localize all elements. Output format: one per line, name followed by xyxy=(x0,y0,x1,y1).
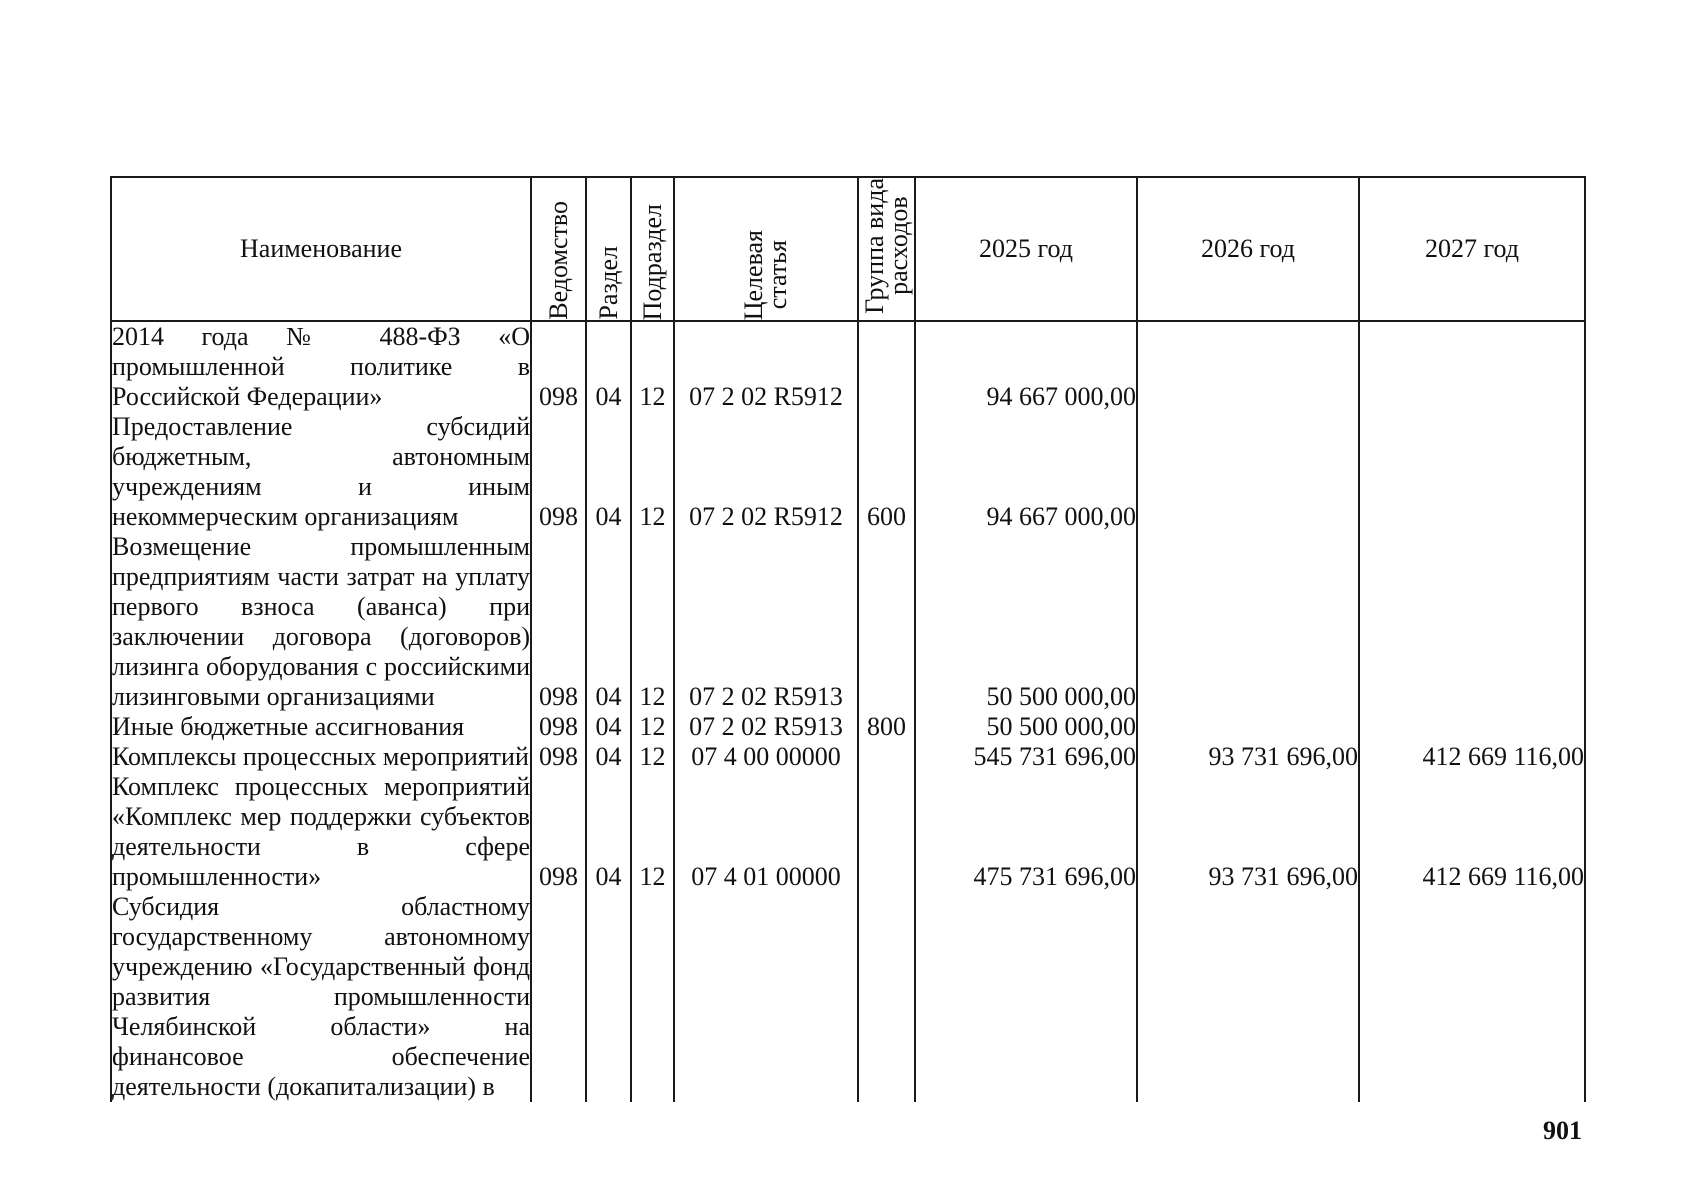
row-subsection: 12 xyxy=(631,412,674,532)
table-row xyxy=(111,321,1585,412)
row-subsection xyxy=(631,892,674,1102)
row-target-article: 07 2 02 R5913 xyxy=(674,712,858,742)
header-2025: 2025 год xyxy=(915,177,1137,321)
row-2025: 475 731 696,00 xyxy=(915,772,1137,892)
row-2027: 412 669 116,00 xyxy=(1359,772,1585,892)
row-section xyxy=(586,892,631,1102)
header-target-article: Целевая статья xyxy=(674,177,858,321)
row-department: 098 xyxy=(531,532,586,712)
header-2026: 2026 год xyxy=(1137,177,1359,321)
row-section: 04 xyxy=(586,532,631,712)
row-2025: 545 731 696,00 xyxy=(915,742,1137,772)
page-number: 901 xyxy=(1543,1116,1582,1145)
row-name: Комплексы процессных мероприятий xyxy=(111,742,531,772)
row-2026 xyxy=(1137,892,1359,1102)
table-row xyxy=(111,772,1585,892)
row-name: Комплекс процессных мероприятий «Комплекс мер поддержки субъектов деятельности в сфере промышленности» xyxy=(112,772,530,891)
row-2026 xyxy=(1137,532,1359,712)
row-2025: 50 500 000,00 xyxy=(915,712,1137,742)
row-target-article: 07 2 02 R5912 xyxy=(674,321,858,412)
row-2027: 412 669 116,00 xyxy=(1359,742,1585,772)
row-expense-group xyxy=(858,321,915,412)
row-section: 04 xyxy=(586,742,631,772)
row-subsection: 12 xyxy=(631,742,674,772)
table-row xyxy=(111,892,1585,1102)
header-2027: 2027 год xyxy=(1359,177,1585,321)
header-subsection: Подраздел xyxy=(631,177,674,321)
row-2027 xyxy=(1359,412,1585,532)
row-2026: 93 731 696,00 xyxy=(1137,742,1359,772)
row-target-article: 07 2 02 R5912 xyxy=(674,412,858,532)
row-2025: 50 500 000,00 xyxy=(915,532,1137,712)
header-name: Наименование xyxy=(111,177,531,321)
header-row xyxy=(111,177,1585,321)
row-name: 2014 года № 488-ФЗ «О промышленной политике в Российской Федерации» xyxy=(112,322,530,411)
row-section: 04 xyxy=(586,712,631,742)
row-2026 xyxy=(1137,321,1359,412)
row-expense-group xyxy=(858,742,915,772)
header-section: Раздел xyxy=(586,177,631,321)
table-row xyxy=(111,532,1585,712)
row-subsection: 12 xyxy=(631,532,674,712)
row-department: 098 xyxy=(531,712,586,742)
row-2025: 94 667 000,00 xyxy=(915,321,1137,412)
row-2027 xyxy=(1359,712,1585,742)
row-department: 098 xyxy=(531,412,586,532)
row-expense-group: 600 xyxy=(858,412,915,532)
row-expense-group xyxy=(858,772,915,892)
row-department: 098 xyxy=(531,772,586,892)
row-section: 04 xyxy=(586,321,631,412)
row-subsection: 12 xyxy=(631,712,674,742)
row-target-article xyxy=(674,892,858,1102)
header-expense-group: Группа вида расходов xyxy=(858,177,915,321)
row-expense-group xyxy=(858,892,915,1102)
row-name: Возмещение промышленным предприятиям части затрат на уплату первого взноса (аванса) при заключении договора (договоров) лизинга оборудования с российскими лизинговыми организациями xyxy=(112,532,530,711)
row-2026 xyxy=(1137,712,1359,742)
row-name: Субсидия областному государственному автономному учреждению «Государственный фонд развития промышленности Челябинской области» на финансовое обеспечение деятельности (докапитализации) в xyxy=(112,892,530,1101)
row-subsection: 12 xyxy=(631,321,674,412)
row-expense-group: 800 xyxy=(858,712,915,742)
row-2025 xyxy=(915,892,1137,1102)
budget-table xyxy=(110,176,1586,1102)
row-target-article: 07 2 02 R5913 xyxy=(674,532,858,712)
row-department: 098 xyxy=(531,742,586,772)
row-target-article: 07 4 00 00000 xyxy=(674,742,858,772)
table-row xyxy=(111,412,1585,532)
row-department: 098 xyxy=(531,321,586,412)
row-subsection: 12 xyxy=(631,772,674,892)
row-2026: 93 731 696,00 xyxy=(1137,772,1359,892)
row-2027 xyxy=(1359,532,1585,712)
row-section: 04 xyxy=(586,772,631,892)
row-section: 04 xyxy=(586,412,631,532)
table-row xyxy=(111,742,1585,772)
header-department: Ведомство xyxy=(531,177,586,321)
row-2026 xyxy=(1137,412,1359,532)
row-expense-group xyxy=(858,532,915,712)
row-target-article: 07 4 01 00000 xyxy=(674,772,858,892)
row-name: Предоставление субсидий бюджетным, автономным учреждениям и иным некоммерческим организациям xyxy=(112,412,530,531)
row-2027 xyxy=(1359,892,1585,1102)
row-name: Иные бюджетные ассигнования xyxy=(111,712,531,742)
row-2025: 94 667 000,00 xyxy=(915,412,1137,532)
row-2027 xyxy=(1359,321,1585,412)
row-department xyxy=(531,892,586,1102)
table-row xyxy=(111,712,1585,742)
